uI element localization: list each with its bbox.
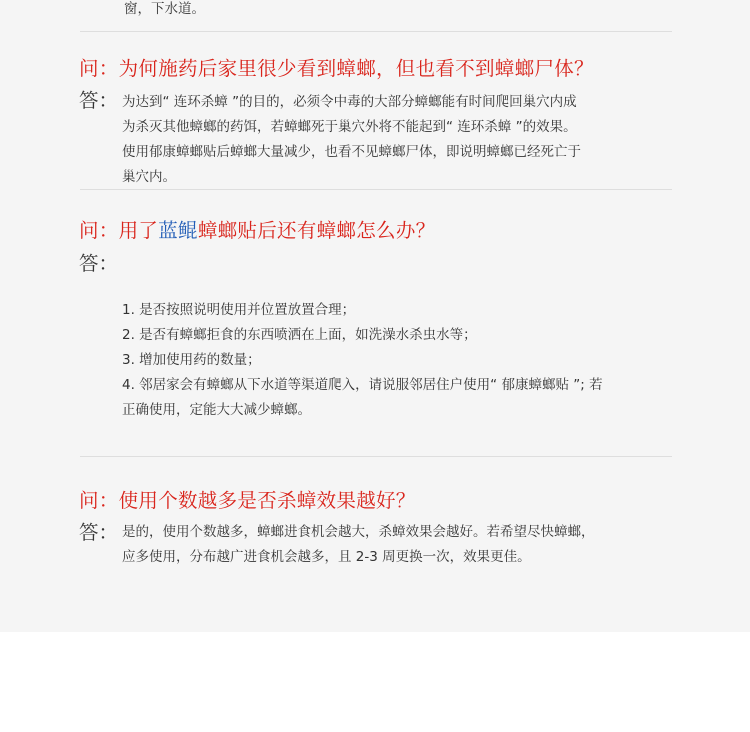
answer-prefix: 答：: [79, 521, 119, 544]
answer-prefix: 答：: [79, 252, 119, 275]
question-text: 为何施药后家里很少看到蟑螂，但也看不到蟑螂尸体？: [118, 57, 594, 80]
answer-list-item: 1. 是否按照说明使用并位置放置合理；: [122, 302, 356, 318]
question-1: [79, 57, 594, 81]
divider: [80, 31, 672, 32]
answer-list-item: 2. 是否有蟑螂拒食的东西喷洒在上面，如洗澡水杀虫水等；: [122, 327, 477, 343]
answer-prefix: 答：: [79, 89, 119, 112]
answer-line: 为达到“ 连环杀蟑 ”的目的，必须令中毒的大部分蟑螂能有时间爬回巢穴内成: [122, 94, 577, 110]
answer-line: 使用郁康蟑螂贴后蟑螂大量减少，也看不见蟑螂尸体，即说明蟑螂已经死亡于: [122, 144, 581, 160]
previous-answer-fragment: 窗，下水道。: [124, 1, 205, 17]
answer-line: 应多使用，分布越广进食机会越多，且 2-3 周更换一次，效果更佳。: [122, 549, 531, 565]
divider: [80, 456, 672, 457]
answer-list-item: 4. 邻居家会有蟑螂从下水道等渠道爬入，请说服邻居住户使用“ 郁康蟑螂贴 ”; 若: [122, 377, 603, 393]
question-text: 使用个数越多是否杀蟑效果越好？: [118, 489, 416, 512]
question-text-before: 用了: [118, 219, 159, 242]
question-text-after: 蟑螂贴后还有蟑螂怎么办？: [197, 219, 436, 242]
answer-1: [122, 90, 667, 190]
answer-list-item: 正确使用，定能大大减少蟑螂。: [122, 402, 311, 418]
answer-line: 是的，使用个数越多，蟑螂进食机会越大，杀蟑效果会越好。若希望尽快蟑螂，: [122, 524, 595, 540]
question-prefix: 问：: [79, 57, 119, 80]
question-prefix: 问：: [79, 219, 119, 242]
answer-line: 巢穴内。: [122, 169, 176, 185]
question-2: [79, 219, 435, 243]
answer-list-item: 3. 增加使用药的数量；: [122, 352, 261, 368]
answer-2: [122, 298, 667, 423]
answer-3: [122, 520, 667, 570]
answer-line: 为杀灭其他蟑螂的药饵，若蟑螂死于巢穴外将不能起到“ 连环杀蟑 ”的效果。: [122, 119, 577, 135]
brand-name: 蓝鲲: [158, 219, 198, 242]
question-prefix: 问：: [79, 489, 119, 512]
divider: [80, 189, 672, 190]
question-3: [79, 489, 416, 513]
